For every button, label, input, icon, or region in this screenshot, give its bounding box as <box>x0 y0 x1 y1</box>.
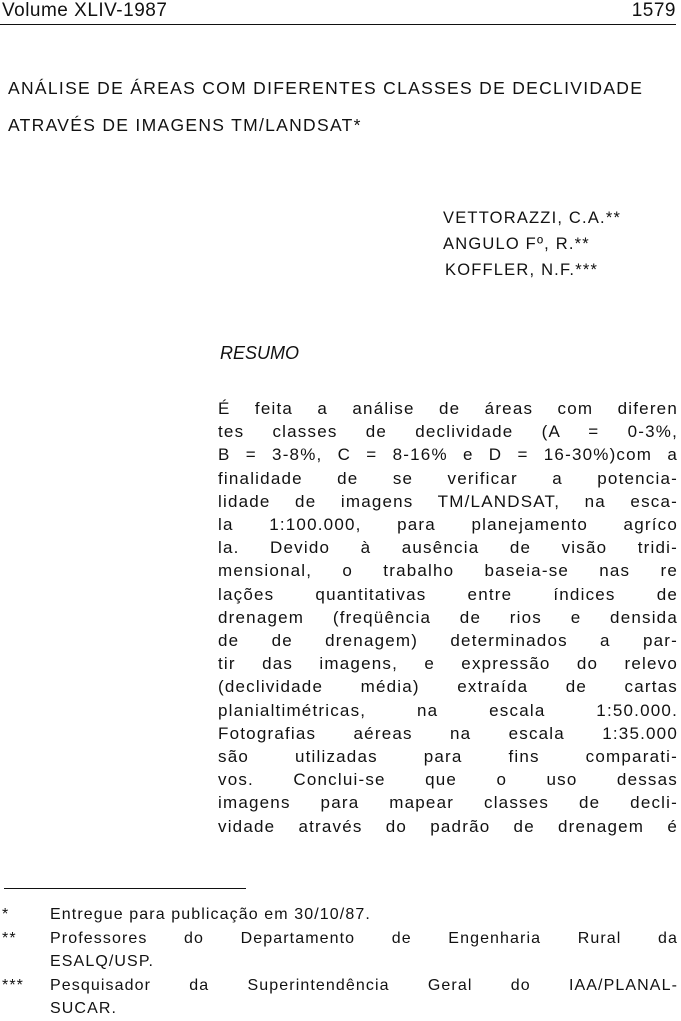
running-header <box>0 0 676 25</box>
footnote-mark: *** <box>2 976 24 994</box>
footnote-text <box>50 974 678 1021</box>
abstract-line: drenagem (freqüência de rios e densida <box>218 607 678 627</box>
footnote-text <box>50 903 678 927</box>
author-list <box>443 205 621 283</box>
footnote <box>2 974 678 1021</box>
abstract-line: mensional, o trabalho baseia-se nas re <box>218 561 678 581</box>
footnotes <box>2 903 678 1021</box>
footnote-mark: ** <box>2 929 17 947</box>
title-line: ANÁLISE DE ÁREAS COM DIFERENTES CLASSES DE DECLIVIDADE <box>8 78 644 98</box>
footnote-line: ESALQ/USP. <box>50 953 155 970</box>
abstract-line: tir das imagens, e expressão do relevo <box>218 654 678 674</box>
footnote-line: SUCAR. <box>50 1000 118 1017</box>
author-name: ANGULO Fº, R.** <box>443 235 590 253</box>
abstract-line: lidade de imagens TM/LANDSAT, na esca- <box>218 491 678 511</box>
abstract-line: imagens para mapear classes de decli- <box>218 793 678 813</box>
abstract-body <box>218 397 678 838</box>
abstract-line: planialtimétricas, na escala 1:50.000. <box>218 700 678 720</box>
abstract-line: tes classes de declividade (A = 0-3%, <box>218 422 678 442</box>
footnote-line: Professores do Departamento de Engenharia Rural da <box>50 929 678 947</box>
footnote-line: Pesquisador da Superintendência Geral do IAA/PLANAL- <box>50 976 678 994</box>
abstract-line: la 1:100.000, para planejamento agríco <box>218 515 678 535</box>
footnote-mark: * <box>2 906 10 923</box>
volume-label: Volume XLIV-1987 <box>2 0 168 21</box>
abstract-line: lações quantitativas entre índices de <box>218 584 678 604</box>
abstract-line: la. Devido à ausência de visão tridi- <box>218 538 678 558</box>
title-line: ATRAVÉS DE IMAGENS TM/LANDSAT* <box>8 115 362 135</box>
abstract-line: B = 3-8%, C = 8-16% e D = 16-30%)com a <box>218 445 678 465</box>
abstract-line: (declividade média) extraída de cartas <box>218 677 678 697</box>
article-title <box>8 70 678 144</box>
abstract-line: É feita a análise de áreas com diferen <box>218 399 678 418</box>
abstract-heading: RESUMO <box>220 343 300 363</box>
abstract-line: vidade através do padrão de drenagem é <box>218 816 678 836</box>
abstract-line: finalidade de se verificar a potencia- <box>218 468 678 488</box>
abstract-line: de de drenagem) determinados a par- <box>218 631 678 651</box>
abstract-line: são utilizadas para fins comparati- <box>218 747 678 767</box>
author-name: KOFFLER, N.F.*** <box>445 261 599 279</box>
page-number: 1579 <box>631 0 676 21</box>
author-name: VETTORAZZI, C.A.** <box>443 209 622 227</box>
footnote-line: Entregue para publicação em 30/10/87. <box>50 906 371 923</box>
abstract-line: Fotografias aéreas na escala 1:35.000 <box>218 723 678 743</box>
abstract-line: vos. Conclui-se que o uso dessas <box>218 770 678 790</box>
footnote <box>2 927 678 974</box>
footnote-text <box>50 927 678 974</box>
footnote-divider <box>4 888 246 889</box>
footnote <box>2 903 678 927</box>
